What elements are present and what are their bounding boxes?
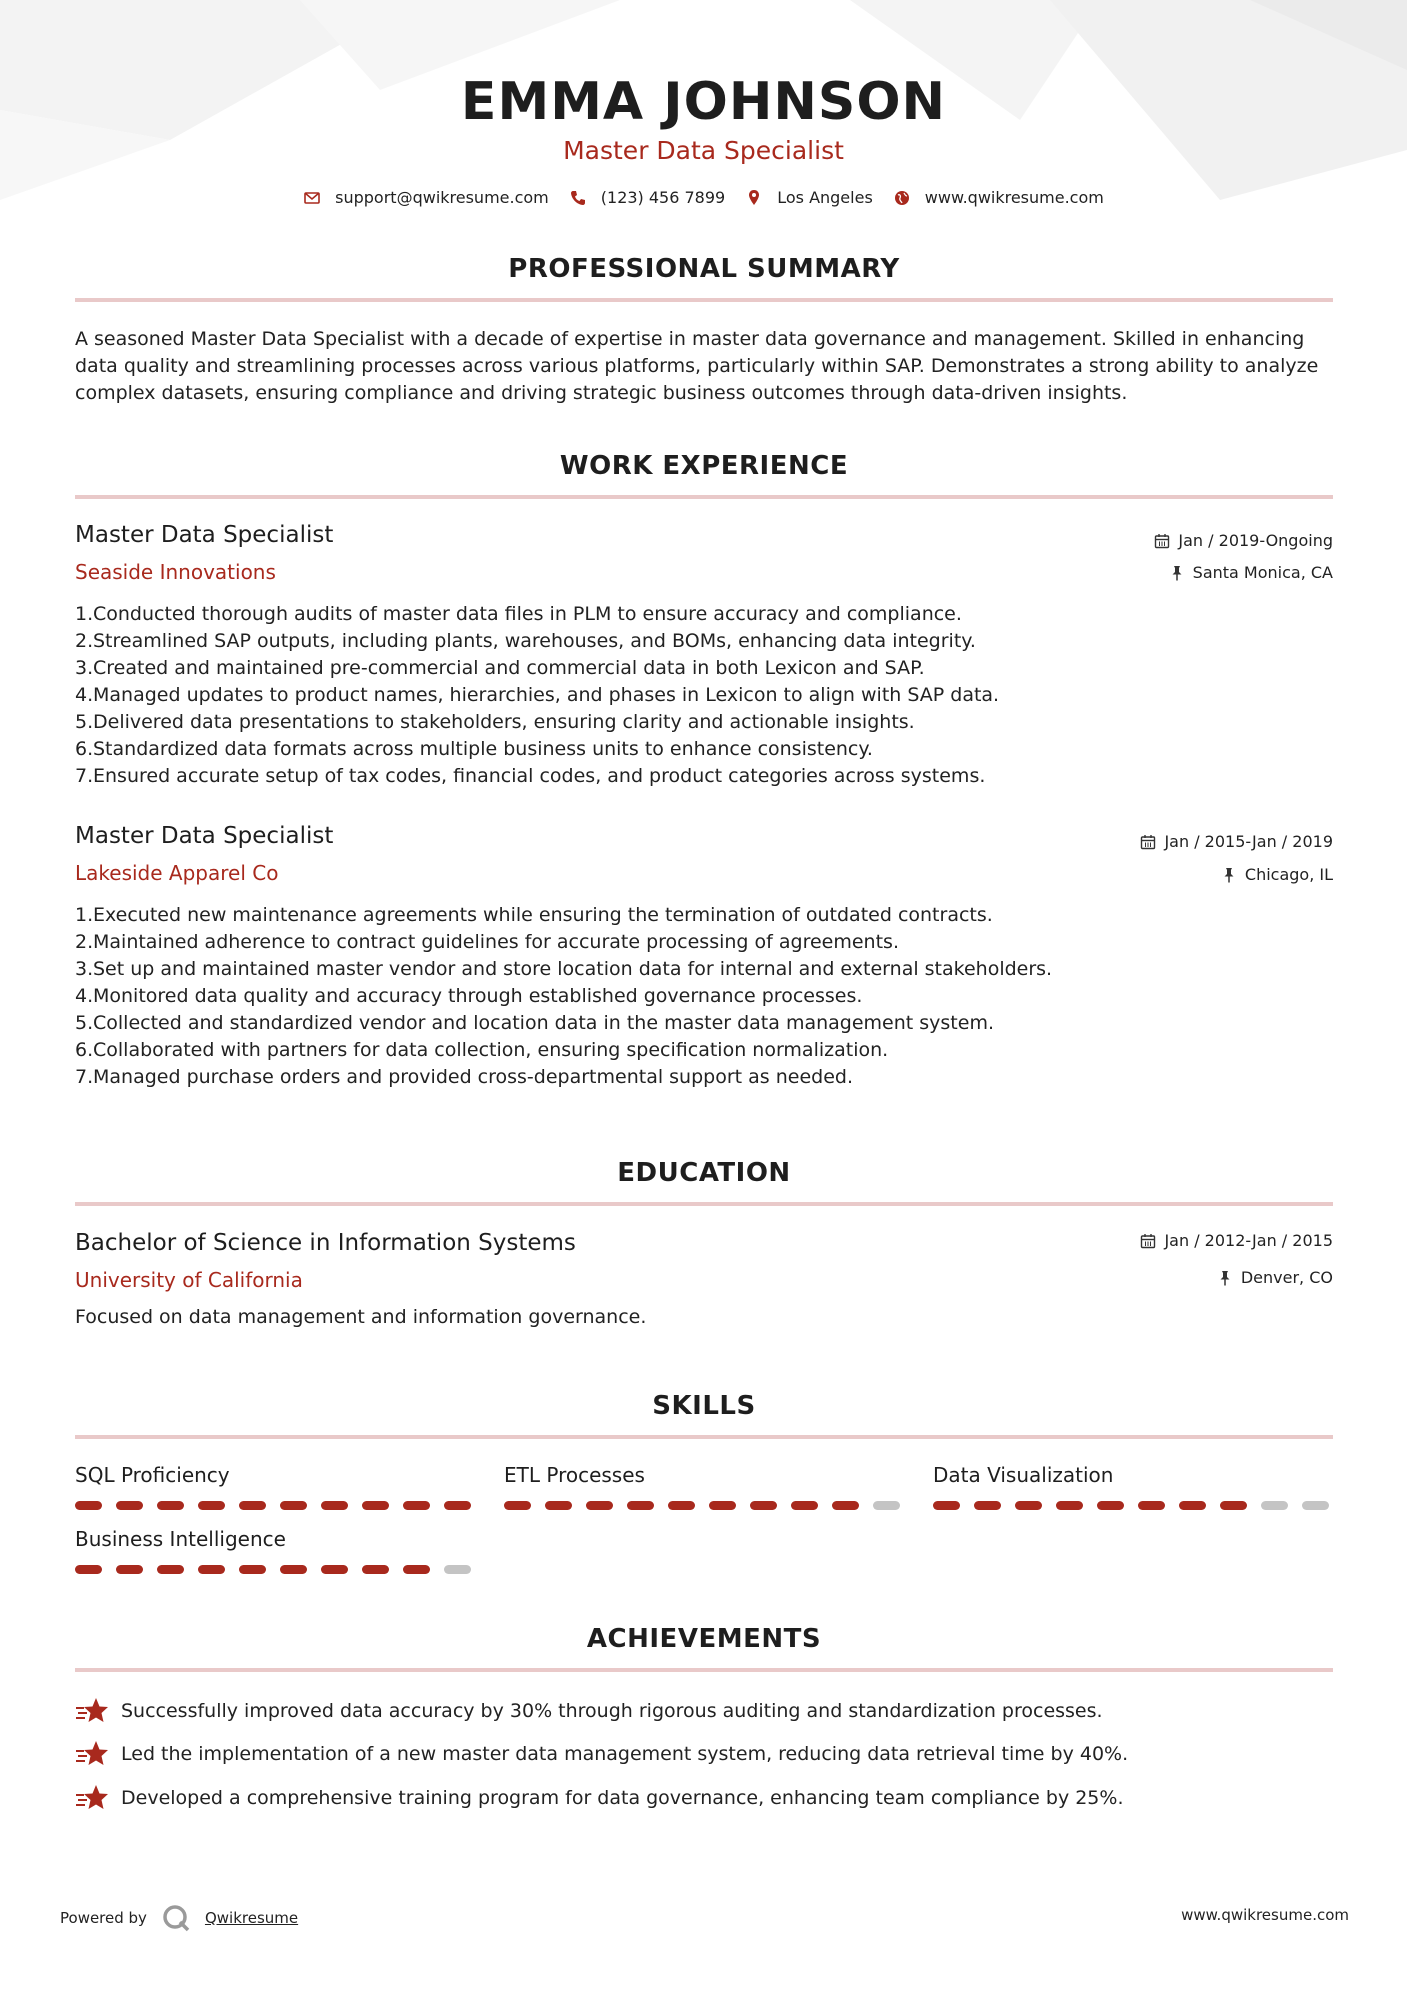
job-bullets [75,601,1275,790]
powered-by-label: Powered by [60,1909,147,1927]
footer-powered-by [60,1903,298,1933]
education-location-text: Denver, CO [1240,1268,1333,1287]
phone-icon [569,189,587,207]
education-heading: EDUCATION [617,1158,791,1188]
skill-dash-filled [239,1565,266,1574]
school-name: University of California [75,1268,303,1292]
job-location-text: Santa Monica, CA [1192,563,1333,582]
list-item: 4.Managed updates to product names, hierarchies, and phases in Lexicon to align with SAP data. [75,684,1000,706]
location-text: Los Angeles [777,188,873,207]
skill-dash-empty [1302,1501,1329,1510]
skill-dash-filled [403,1501,430,1510]
resume-header [0,72,1407,165]
skill-item [75,1463,475,1510]
experience-heading: WORK EXPERIENCE [559,451,849,481]
qwikresume-link[interactable]: Qwikresume [204,1909,299,1927]
skill-dash-filled [750,1501,777,1510]
skill-dash-filled [1220,1501,1247,1510]
skill-dash-filled [974,1501,1001,1510]
skill-dash-filled [1015,1501,1042,1510]
achievement-item [75,1739,1128,1769]
contact-email[interactable] [303,188,549,207]
skill-dash-filled [504,1501,531,1510]
contact-phone[interactable] [569,188,725,207]
candidate-name: EMMA JOHNSON [460,72,947,132]
list-item: 4.Monitored data quality and accuracy through established governance processes. [75,985,863,1007]
skill-dash-empty [444,1565,471,1574]
skill-dash-empty [873,1501,900,1510]
achievement-item [75,1696,1103,1726]
calendar-icon [1154,533,1170,549]
skill-dash-filled [1138,1501,1165,1510]
achievement-text: Developed a comprehensive training program for data governance, enhancing team compliance by 25%. [121,1787,1124,1809]
phone-text: (123) 456 7899 [600,188,726,207]
skill-item [504,1463,904,1510]
skill-dash-filled [668,1501,695,1510]
skill-name: Data Visualization [933,1463,1114,1487]
skill-rating [504,1501,904,1510]
skill-dash-filled [198,1565,225,1574]
skill-dash-filled [198,1501,225,1510]
skills-divider [75,1435,1333,1439]
skills-heading: SKILLS [652,1391,756,1421]
list-item: 6.Standardized data formats across multiple business units to enhance consistency. [75,738,873,760]
list-item: 5.Delivered data presentations to stakeholders, ensuring clarity and actionable insights. [75,711,915,733]
achievements-divider [75,1668,1333,1672]
skill-name: SQL Proficiency [75,1463,230,1487]
skill-dash-filled [545,1501,572,1510]
summary-heading: PROFESSIONAL SUMMARY [508,254,900,284]
experience-divider [75,495,1333,499]
skill-dash-filled [1056,1501,1083,1510]
calendar-icon [1140,1233,1156,1249]
skill-dash-filled [75,1501,102,1510]
email-text: support@qwikresume.com [335,188,549,207]
skill-dash-filled [116,1565,143,1574]
achievement-text: Successfully improved data accuracy by 30% through rigorous auditing and standardization processes. [121,1700,1103,1722]
calendar-icon [1140,834,1156,850]
pushpin-icon [1217,1270,1233,1286]
list-item: 5.Collected and standardized vendor and location data in the master data management system. [75,1012,994,1034]
skill-dash-filled [1097,1501,1124,1510]
education-location [1217,1268,1333,1287]
envelope-icon [303,189,321,207]
pushpin-icon [1221,867,1237,883]
job-dates-text: Jan / 2015-Jan / 2019 [1164,832,1333,851]
skill-dash-filled [933,1501,960,1510]
skill-dash-empty [1261,1501,1288,1510]
list-item: 6.Collaborated with partners for data collection, ensuring specification normalization. [75,1039,889,1061]
skill-rating [933,1501,1333,1510]
job-dates [1140,832,1333,851]
job-bullets [75,902,1275,1091]
job-location-text: Chicago, IL [1244,865,1333,884]
achievement-item [75,1783,1124,1813]
skill-dash-filled [75,1565,102,1574]
list-item: 3.Set up and maintained master vendor and store location data for internal and external stakeholders. [75,958,1053,980]
skill-dash-filled [791,1501,818,1510]
education-description: Focused on data management and information governance. [75,1306,647,1328]
job-title: Master Data Specialist [75,522,334,548]
job-company: Seaside Innovations [75,560,276,584]
job-company: Lakeside Apparel Co [75,861,279,885]
skill-name: Business Intelligence [75,1527,286,1551]
degree-title: Bachelor of Science in Information Systems [75,1230,576,1256]
list-item: 7.Ensured accurate setup of tax codes, financial codes, and product categories across systems. [75,765,986,787]
summary-divider [75,298,1333,302]
skill-dash-filled [362,1565,389,1574]
skill-dash-filled [586,1501,613,1510]
skill-dash-filled [832,1501,859,1510]
star-award-icon [75,1739,109,1769]
skill-dash-filled [116,1501,143,1510]
achievements-heading: ACHIEVEMENTS [586,1624,822,1654]
skill-name: ETL Processes [504,1463,645,1487]
education-divider [75,1202,1333,1206]
contact-website[interactable] [893,188,1104,207]
job-location [1169,563,1333,582]
skill-dash-filled [157,1565,184,1574]
map-pin-icon [745,189,763,207]
skill-dash-filled [321,1565,348,1574]
star-award-icon [75,1783,109,1813]
list-item: 1.Executed new maintenance agreements while ensuring the termination of outdated contracts. [75,904,993,926]
skill-dash-filled [239,1501,266,1510]
contact-bar [0,188,1407,207]
skill-item [933,1463,1333,1510]
skill-dash-filled [627,1501,654,1510]
summary-text: A seasoned Master Data Specialist with a decade of expertise in master data governance and management. Skilled in enhancing data quality and streamlining processes across various platforms, particularly within SAP. Demonstrates a strong ability to analyze complex datasets, ensuring compliance and driving strategic business outcomes through data-driven insights. [75,328,1319,404]
skill-rating [75,1501,475,1510]
skill-dash-filled [280,1565,307,1574]
list-item: 2.Streamlined SAP outputs, including plants, warehouses, and BOMs, enhancing data integrity. [75,630,976,652]
list-item: 7.Managed purchase orders and provided cross-departmental support as needed. [75,1066,853,1088]
list-item: 1.Conducted thorough audits of master data files in PLM to ensure accuracy and compliance. [75,603,962,625]
skill-dash-filled [362,1501,389,1510]
star-award-icon [75,1696,109,1726]
job-title: Master Data Specialist [75,823,334,849]
skill-dash-filled [280,1501,307,1510]
globe-icon [893,189,911,207]
skill-rating [75,1565,475,1574]
skill-dash-filled [403,1565,430,1574]
contact-location [745,188,873,207]
list-item: 3.Created and maintained pre-commercial and commercial data in both Lexicon and SAP. [75,657,925,679]
qwikresume-logo-icon [161,1903,191,1933]
job-location [1221,865,1333,884]
candidate-role: Master Data Specialist [563,136,844,165]
skill-dash-filled [157,1501,184,1510]
achievement-text: Led the implementation of a new master data management system, reducing data retrieval time by 40%. [121,1743,1129,1765]
education-dates [1140,1231,1333,1250]
skill-dash-filled [321,1501,348,1510]
skill-dash-filled [1179,1501,1206,1510]
education-dates-text: Jan / 2012-Jan / 2015 [1164,1231,1333,1250]
job-dates-text: Jan / 2019-Ongoing [1178,531,1333,550]
skill-dash-filled [709,1501,736,1510]
job-dates [1154,531,1333,550]
skill-item [75,1527,475,1574]
list-item: 2.Maintained adherence to contract guidelines for accurate processing of agreements. [75,931,899,953]
footer-website[interactable]: www.qwikresume.com [1181,1906,1349,1924]
website-text: www.qwikresume.com [924,188,1104,207]
skill-dash-filled [444,1501,471,1510]
pushpin-icon [1169,565,1185,581]
